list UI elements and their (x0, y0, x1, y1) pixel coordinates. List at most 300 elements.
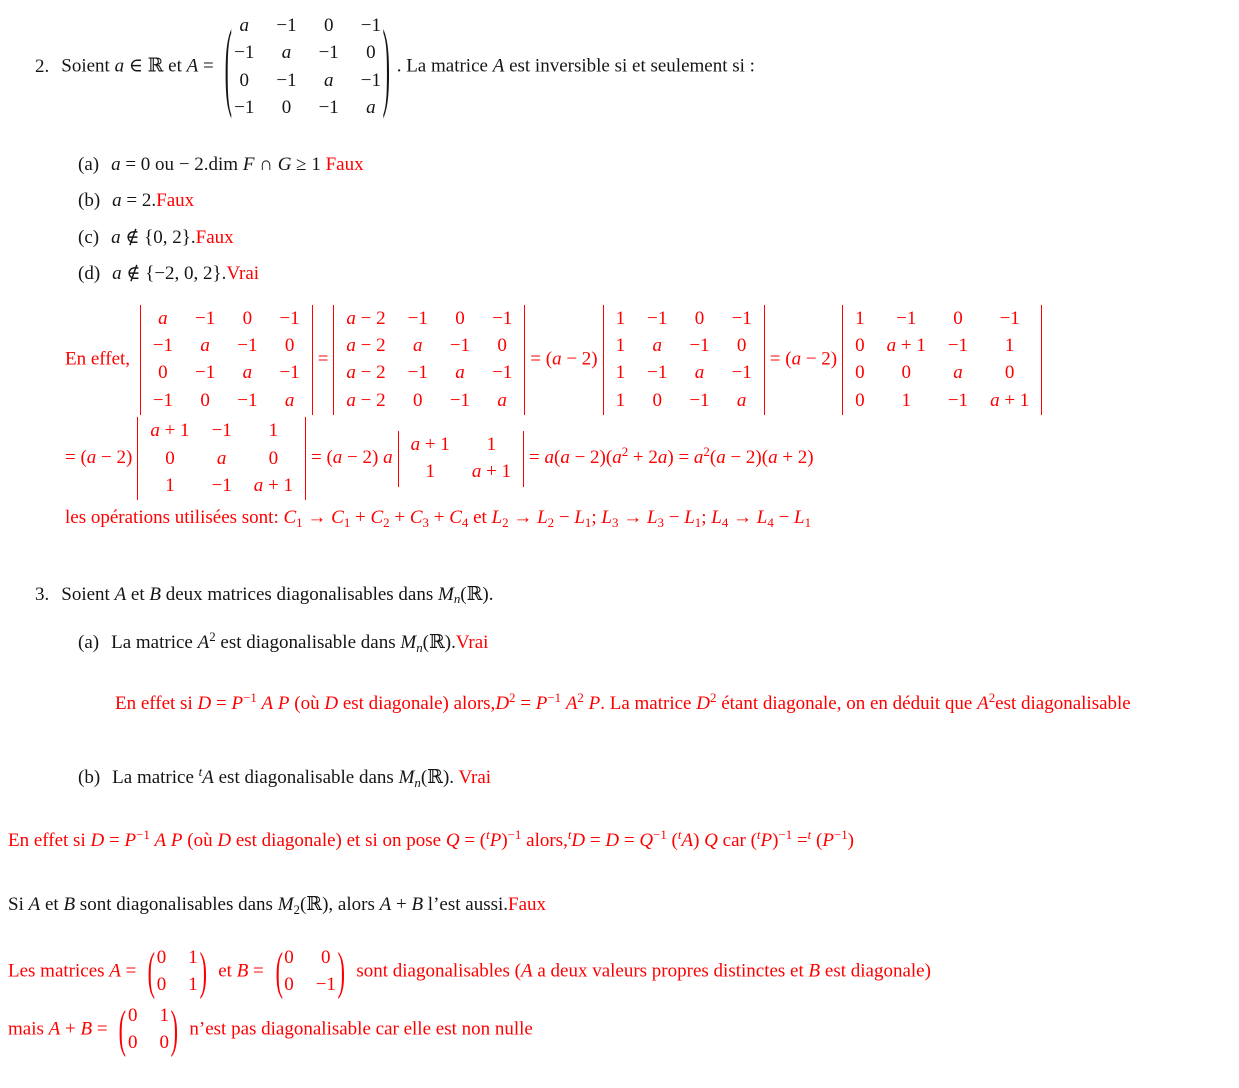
math-var: Q (704, 829, 718, 851)
counterexample-post (352, 960, 931, 981)
superscript: 2 (621, 444, 629, 460)
math-var: t (486, 826, 490, 842)
subscript (416, 640, 422, 655)
math-var: a (560, 447, 570, 469)
math-var: A (977, 692, 989, 714)
math-var: n (453, 591, 461, 607)
matrix-cell (150, 420, 189, 442)
matrix-cell (689, 335, 709, 357)
math-segment (761, 830, 773, 851)
math-var: A (28, 894, 41, 916)
math-text: + (428, 507, 450, 529)
matrix-cell (165, 448, 175, 470)
option-c-text (111, 227, 234, 248)
text-segment: . La matrice (600, 692, 697, 714)
math-text: −1 (195, 362, 216, 384)
matrix-cell (497, 390, 507, 412)
matrix-cell (366, 97, 376, 119)
sum-post (185, 1018, 533, 1039)
q3-option-b-label: (b) (78, 767, 101, 789)
math-var: a (791, 348, 802, 370)
math-var: A (520, 960, 533, 982)
math-var: a (114, 55, 125, 77)
matrix-cell (159, 1005, 169, 1027)
matrix-cell (450, 390, 470, 412)
math-text: → (508, 507, 538, 529)
matrix-cell (159, 1032, 169, 1054)
operations-used (65, 504, 1239, 533)
right-paren-icon: ) (382, 10, 391, 121)
math-var: A (379, 894, 392, 916)
math-var: a (886, 335, 897, 357)
matrix-cell (361, 70, 381, 92)
text-segment: = (248, 960, 269, 982)
math-segment (664, 507, 695, 528)
math-var: a (383, 447, 393, 469)
math-text: − 2 (355, 307, 386, 329)
math-var: n (416, 639, 423, 655)
text-segment: ) (501, 829, 508, 851)
matrix-cell (408, 362, 428, 384)
math-text: 1 (268, 420, 279, 442)
math-var: a (768, 447, 778, 469)
matrix-cell (234, 97, 254, 119)
matrix-cell (158, 362, 168, 384)
text-segment: La matrice (112, 767, 199, 789)
math-var: a (200, 335, 210, 357)
equals-2 (530, 348, 597, 369)
math-text: −1 (647, 307, 668, 329)
subscript: 2 (383, 514, 390, 530)
math-segment (822, 830, 834, 851)
determinant-5-grid (137, 417, 306, 500)
text-segment: = 2. (121, 190, 157, 212)
subscript: 3 (657, 514, 664, 530)
math-text: 0 (268, 447, 279, 469)
subscript: 1 (584, 514, 592, 530)
right-paren-icon: ) (170, 999, 178, 1058)
text-segment: est diagonalisable dans (213, 767, 399, 789)
math-var: a (552, 348, 562, 370)
math-var: a (455, 362, 465, 384)
math-text: → (618, 507, 647, 529)
superscript: −1 (243, 689, 257, 705)
text-segment: et (126, 583, 150, 605)
math-text: = (317, 348, 329, 370)
math-text: − (663, 507, 685, 529)
math-segment (509, 507, 548, 528)
text-segment: Si (8, 894, 29, 916)
option-d-label: (d) (78, 263, 101, 285)
matrix-cell (455, 308, 465, 330)
math-segment (728, 507, 767, 528)
math-var: a (412, 335, 423, 357)
item-number-3: 3. (35, 583, 50, 605)
math-var: a (346, 307, 356, 329)
question-2-intro (35, 12, 1239, 123)
matrix-cell (855, 362, 865, 384)
matrix-cell (855, 308, 865, 330)
math-var: t (807, 826, 812, 842)
math-text: −1 (689, 389, 710, 411)
math-segment (977, 693, 989, 714)
math-var: P (277, 692, 290, 714)
math-var: G (277, 153, 292, 175)
math-var: B (149, 583, 161, 605)
math-segment (696, 693, 710, 714)
math-text: ; (591, 507, 602, 529)
math-text: −1 (195, 307, 216, 329)
math-var: D (217, 829, 232, 851)
determinant-3 (603, 305, 765, 416)
example-matrix-sum (117, 999, 179, 1058)
left-paren-icon: ( (275, 941, 283, 1000)
math-text: −1 (947, 335, 969, 357)
matrix-cell (472, 461, 511, 483)
q3-sum-statement (8, 891, 1239, 920)
q2-intro-post (397, 56, 755, 77)
math-segment (303, 507, 344, 528)
math-text: −1 (689, 335, 710, 357)
math-var: A (114, 583, 127, 605)
determinant-2-grid (333, 305, 525, 416)
equals-4 (65, 447, 132, 468)
matrix-cell (195, 308, 215, 330)
matrix-cell (732, 362, 752, 384)
matrix-cell (188, 974, 198, 996)
matrix-cell (285, 335, 295, 357)
matrix-cell (411, 434, 450, 456)
superscript: 2 (209, 629, 216, 645)
text-segment: (où (182, 829, 218, 851)
math-var: P (489, 829, 502, 851)
matrix-a-grid (234, 12, 381, 123)
math-text: 0 (239, 69, 249, 91)
math-text: −1 (731, 362, 752, 384)
math-text: + (60, 1018, 81, 1040)
math-text: − 2 (355, 389, 386, 411)
matrix-cell (217, 448, 227, 470)
math-var: A (492, 55, 505, 77)
math-text: −1 (896, 307, 917, 329)
math-var: a (497, 389, 507, 411)
math-var: a (332, 447, 343, 469)
text-segment: mais (8, 1018, 49, 1040)
math-text: −1 (360, 15, 382, 36)
math-text: −1 (315, 974, 336, 996)
matrix-a-definition (223, 12, 391, 123)
matrix-cell (158, 308, 168, 330)
matrix-cell (855, 335, 865, 357)
math-text: 1 (615, 307, 626, 329)
text-segment: est diagonale) et si on pose (231, 829, 446, 851)
math-text: 1 (615, 389, 626, 411)
math-text: −1 (276, 15, 297, 36)
math-segment (283, 507, 296, 528)
math-var: a (112, 263, 122, 285)
determinant-6-grid (398, 431, 524, 487)
math-segment (530, 348, 597, 369)
math-text: −1 (360, 69, 382, 91)
math-text: − 2) (96, 447, 133, 469)
math-var: L (491, 507, 503, 529)
math-segment (516, 693, 548, 714)
math-var: a (657, 447, 668, 469)
option-d-text (112, 263, 259, 284)
math-segment (704, 830, 718, 851)
math-var: B (411, 894, 424, 916)
q2-options-list (78, 151, 1239, 289)
matrix-cell (165, 475, 175, 497)
math-var: L (646, 507, 658, 529)
determinant-5 (137, 417, 306, 500)
matrix-cell (737, 335, 747, 357)
math-text: −1 (211, 420, 232, 442)
item-number-2: 2. (35, 55, 50, 77)
text-segment: est diagonale) alors, (338, 692, 496, 714)
math-segment (257, 693, 290, 714)
question-3-intro (35, 581, 1239, 610)
math-var: P (535, 692, 548, 714)
sum-pre (8, 1018, 112, 1039)
math-var: D (696, 692, 710, 714)
math-text: 0 (242, 307, 253, 329)
q3-option-b (78, 764, 1239, 793)
math-var: F (242, 153, 255, 175)
matrix-cell (901, 362, 911, 384)
math-text: + 2 (628, 447, 658, 469)
text-segment: est inversible si et seulement si : (504, 55, 755, 77)
matrix-cell (855, 390, 865, 412)
math-var: P (588, 692, 601, 714)
text-segment: est diagonalisable (995, 692, 1131, 714)
math-text: 0 (284, 974, 294, 996)
text-segment: les opérations utilisées sont: (65, 507, 284, 529)
matrix-cell (887, 335, 926, 357)
math-segment (109, 960, 121, 981)
math-var: L (601, 507, 612, 529)
math-text: = (104, 829, 125, 851)
math-segment (681, 830, 693, 851)
matrix-cell (153, 335, 173, 357)
math-segment (111, 227, 121, 248)
math-var: a (86, 447, 97, 469)
math-var: a (716, 447, 726, 469)
math-var: P (822, 829, 834, 851)
math-text: 0 (281, 97, 292, 119)
q3-option-b-explanation (8, 827, 1239, 856)
math-var: C (409, 507, 423, 529)
math-text: + 1 (896, 335, 926, 357)
math-segment (554, 507, 585, 528)
matrix-cell (953, 362, 963, 384)
matrix-cell (243, 362, 253, 384)
math-text: + 1 (999, 389, 1030, 411)
subscript: 3 (611, 514, 619, 530)
math-text: + 1 (263, 475, 293, 497)
math-text: −1 (947, 389, 969, 411)
verdict: Faux (325, 153, 364, 175)
matrix-cell (361, 15, 381, 37)
matrix-cell (1005, 335, 1015, 357)
math-segment (187, 56, 199, 77)
subscript: 4 (461, 514, 469, 530)
math-var: B (80, 1018, 93, 1040)
calligraphic-letter: M (438, 583, 454, 605)
matrix-cell (616, 390, 626, 412)
matrix-cell (276, 15, 296, 37)
text-segment: Les matrices (8, 960, 110, 982)
math-text: − 2 (355, 362, 386, 384)
superscript: 2 (703, 444, 710, 460)
matrix-cell (408, 308, 428, 330)
text-segment: et (213, 960, 237, 982)
matrix-cell (188, 947, 198, 969)
matrix-cell (455, 362, 465, 384)
math-text: − 2)( (725, 447, 769, 469)
math-text: 0 (165, 447, 175, 469)
option-b (78, 187, 1239, 216)
q3-option-a-explanation (115, 690, 1239, 719)
math-var: t (677, 826, 682, 842)
verdict: Faux (156, 190, 195, 212)
math-text: −1 (279, 307, 300, 329)
math-segment (324, 693, 338, 714)
text-segment: l’est aussi. (423, 894, 509, 916)
math-text: → (302, 507, 332, 529)
superscript: −1 (653, 826, 667, 842)
matrix-cell (901, 390, 911, 412)
matrix-cell (240, 70, 250, 92)
math-segment (65, 447, 132, 468)
math-var: L (794, 507, 805, 529)
math-var: L (711, 507, 722, 529)
verdict: Faux (195, 226, 234, 248)
math-segment (278, 154, 292, 175)
counterexample-line-1 (8, 941, 1239, 1000)
math-var: A (681, 829, 694, 851)
math-var: Q (639, 829, 654, 851)
matrix-cell (282, 42, 292, 64)
proof-line-2 (65, 417, 1239, 500)
superscript: 2 (577, 689, 584, 705)
superscript (486, 827, 490, 842)
math-text: 1 (615, 362, 626, 384)
math-text: − 2) (561, 348, 598, 370)
math-var: a (471, 461, 482, 483)
math-var: A (48, 1018, 61, 1040)
superscript: −1 (547, 689, 562, 705)
matrix-cell (128, 1005, 138, 1027)
math-text: −1 (449, 335, 471, 357)
math-text: 0 (694, 307, 705, 329)
determinant-1 (140, 305, 313, 416)
math-text: 0 (736, 335, 747, 357)
math-text: 1 (159, 1004, 169, 1026)
math-var: L (574, 507, 585, 529)
text-segment: car ( (717, 829, 757, 851)
superscript (808, 827, 812, 842)
math-text: 0 (321, 946, 331, 968)
math-text: 0 (366, 42, 376, 64)
math-var: B (236, 960, 249, 982)
math-text: ( (554, 447, 561, 469)
matrix-cell (284, 947, 294, 969)
math-text: −1 (731, 307, 752, 329)
equals-3 (770, 348, 837, 369)
superscript: −1 (778, 826, 793, 842)
math-text: −1 (234, 42, 255, 64)
matrix-cell (234, 42, 254, 64)
subscript: 1 (343, 514, 351, 530)
math-segment (112, 190, 122, 211)
q3-option-a-label: (a) (78, 632, 100, 654)
math-text: = ( (530, 348, 553, 370)
math-text: 1 (855, 307, 865, 329)
math-var: a (694, 362, 705, 384)
math-text: 0 (953, 307, 963, 329)
matrix-cell (948, 390, 968, 412)
math-text: 0 (652, 389, 662, 411)
math-text: = ( (311, 447, 333, 469)
math-var: a (693, 447, 704, 469)
text-segment: = (619, 829, 640, 851)
math-var: D (324, 692, 339, 714)
subscript: 2 (293, 901, 300, 917)
matrix-cell (321, 947, 331, 969)
math-text: + (389, 507, 410, 529)
math-segment (115, 584, 127, 605)
subscript: 1 (804, 514, 812, 530)
matrix-cell (279, 308, 299, 330)
math-segment (198, 632, 210, 653)
text-segment: En effet si (8, 829, 91, 851)
text-segment: ) (772, 829, 779, 851)
math-segment (202, 767, 214, 788)
math-var: L (537, 507, 548, 529)
math-segment (350, 507, 383, 528)
example-matrix-sum-grid (128, 1002, 169, 1058)
math-segment (770, 348, 837, 369)
math-segment (492, 507, 503, 528)
math-text: 1 (425, 461, 435, 483)
text-segment: ∈ ℝ et (124, 55, 187, 77)
text-segment: = (198, 55, 219, 77)
math-segment (639, 830, 653, 851)
superscript: 2 (509, 689, 516, 705)
equals-1 (318, 348, 329, 369)
text-segment: sont diagonalisables ( (351, 960, 521, 982)
matrix-cell (319, 97, 339, 119)
superscript: −1 (136, 826, 150, 842)
matrix-cell (324, 15, 334, 37)
matrix-cell (254, 475, 293, 497)
text-segment: = (792, 829, 808, 851)
text-segment: étant diagonale, on en déduit que (716, 692, 978, 714)
math-segment (521, 960, 533, 981)
math-var: a (990, 389, 1000, 411)
matrix-cell (157, 974, 167, 996)
math-var: a (346, 335, 356, 357)
math-segment (237, 960, 249, 981)
math-var: D (90, 829, 105, 851)
calligraphic-letter: M (277, 894, 294, 916)
math-segment (217, 830, 231, 851)
matrix-cell (157, 947, 167, 969)
math-text: 1 (615, 335, 626, 357)
matrix-cell (737, 390, 747, 412)
text-segment: et (40, 894, 64, 916)
